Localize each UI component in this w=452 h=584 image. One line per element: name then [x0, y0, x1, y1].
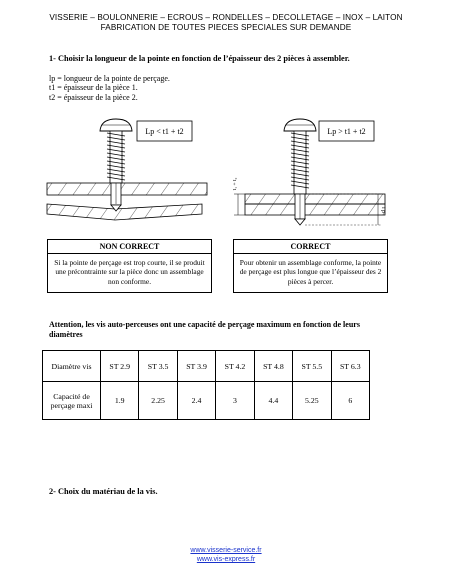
- table-cell: ST 2.9: [101, 351, 139, 382]
- dim-t1-t2: t₁ + t₂: [232, 177, 238, 191]
- dim-lp: l p: [380, 207, 386, 213]
- row-label-diameter: Diamètre vis: [43, 351, 101, 382]
- table-cell: 1.9: [101, 382, 139, 420]
- incorrect-box-text: Si la pointe de perçage est trop courte, il se produit une précontrainte sur la pièce donc un assemblage non conforme.: [54, 258, 205, 286]
- correct-assembly-figure: [232, 116, 397, 236]
- capacity-table: [42, 350, 370, 420]
- table-cell: ST 3.5: [139, 351, 177, 382]
- table-cell: 2.25: [139, 382, 177, 420]
- header-line-2: FABRICATION DE TOUTES PIECES SPECIALES SUR DEMANDE: [100, 23, 352, 32]
- table-cell: ST 6.3: [331, 351, 369, 382]
- definition-lp: lp = longueur de la pointe de perçage.: [49, 74, 170, 83]
- footer-link-2-row: [0, 556, 452, 563]
- table-row: [43, 382, 370, 420]
- footer-link-vis-express[interactable]: www.vis-express.fr: [196, 556, 256, 563]
- incorrect-box-title: NON CORRECT: [48, 240, 211, 254]
- formula-correct: Lp > t1 + t2: [327, 127, 366, 136]
- correct-box: [233, 239, 388, 293]
- table-cell: 2.4: [177, 382, 215, 420]
- table-cell: ST 5.5: [293, 351, 331, 382]
- correct-box-title: CORRECT: [234, 240, 387, 254]
- table-cell: ST 4.2: [216, 351, 254, 382]
- table-cell: ST 3.9: [177, 351, 215, 382]
- formula-incorrect: Lp < t1 + t2: [145, 127, 184, 136]
- table-cell: 3: [216, 382, 254, 420]
- table-cell: 5.25: [293, 382, 331, 420]
- row-label-capacity: Capacité de perçage maxi: [43, 382, 101, 420]
- definitions-list: [49, 74, 170, 102]
- plate-1: [47, 183, 207, 195]
- incorrect-box: [47, 239, 212, 293]
- table-cell: 6: [331, 382, 369, 420]
- plate-1: [245, 194, 385, 204]
- plate-2: [47, 204, 202, 220]
- definition-t1: t1 = épaisseur de la pièce 1.: [49, 83, 138, 93]
- section-2-title: 2- Choix du matériau de la vis.: [49, 487, 158, 496]
- section-1-title: 1- Choisir la longueur de la pointe en fonction de l’épaisseur des 2 pièces à assembler.: [49, 54, 350, 63]
- table-cell: 4.4: [254, 382, 292, 420]
- footer-link-visserie-service[interactable]: www.visserie-service.fr: [190, 547, 262, 554]
- table-row: [43, 351, 370, 382]
- incorrect-assembly-figure: [40, 116, 230, 236]
- footer-link-1-row: [0, 547, 452, 554]
- header-line-1: VISSERIE – BOULONNERIE – ECROUS – RONDELLES – DECOLLETAGE – INOX – LAITON: [49, 13, 403, 22]
- correct-box-text: Pour obtenir un assemblage conforme, la pointe de perçage est plus longue que l’épaisseur des 2 pièces à percer.: [239, 258, 382, 286]
- attention-note: Attention, les vis auto-perceuses ont une capacité de perçage maximum en fonction de leurs diamètres: [49, 320, 360, 339]
- table-cell: ST 4.8: [254, 351, 292, 382]
- definition-t2: t2 = épaisseur de la pièce 2.: [49, 92, 138, 102]
- plate-2: [245, 204, 385, 215]
